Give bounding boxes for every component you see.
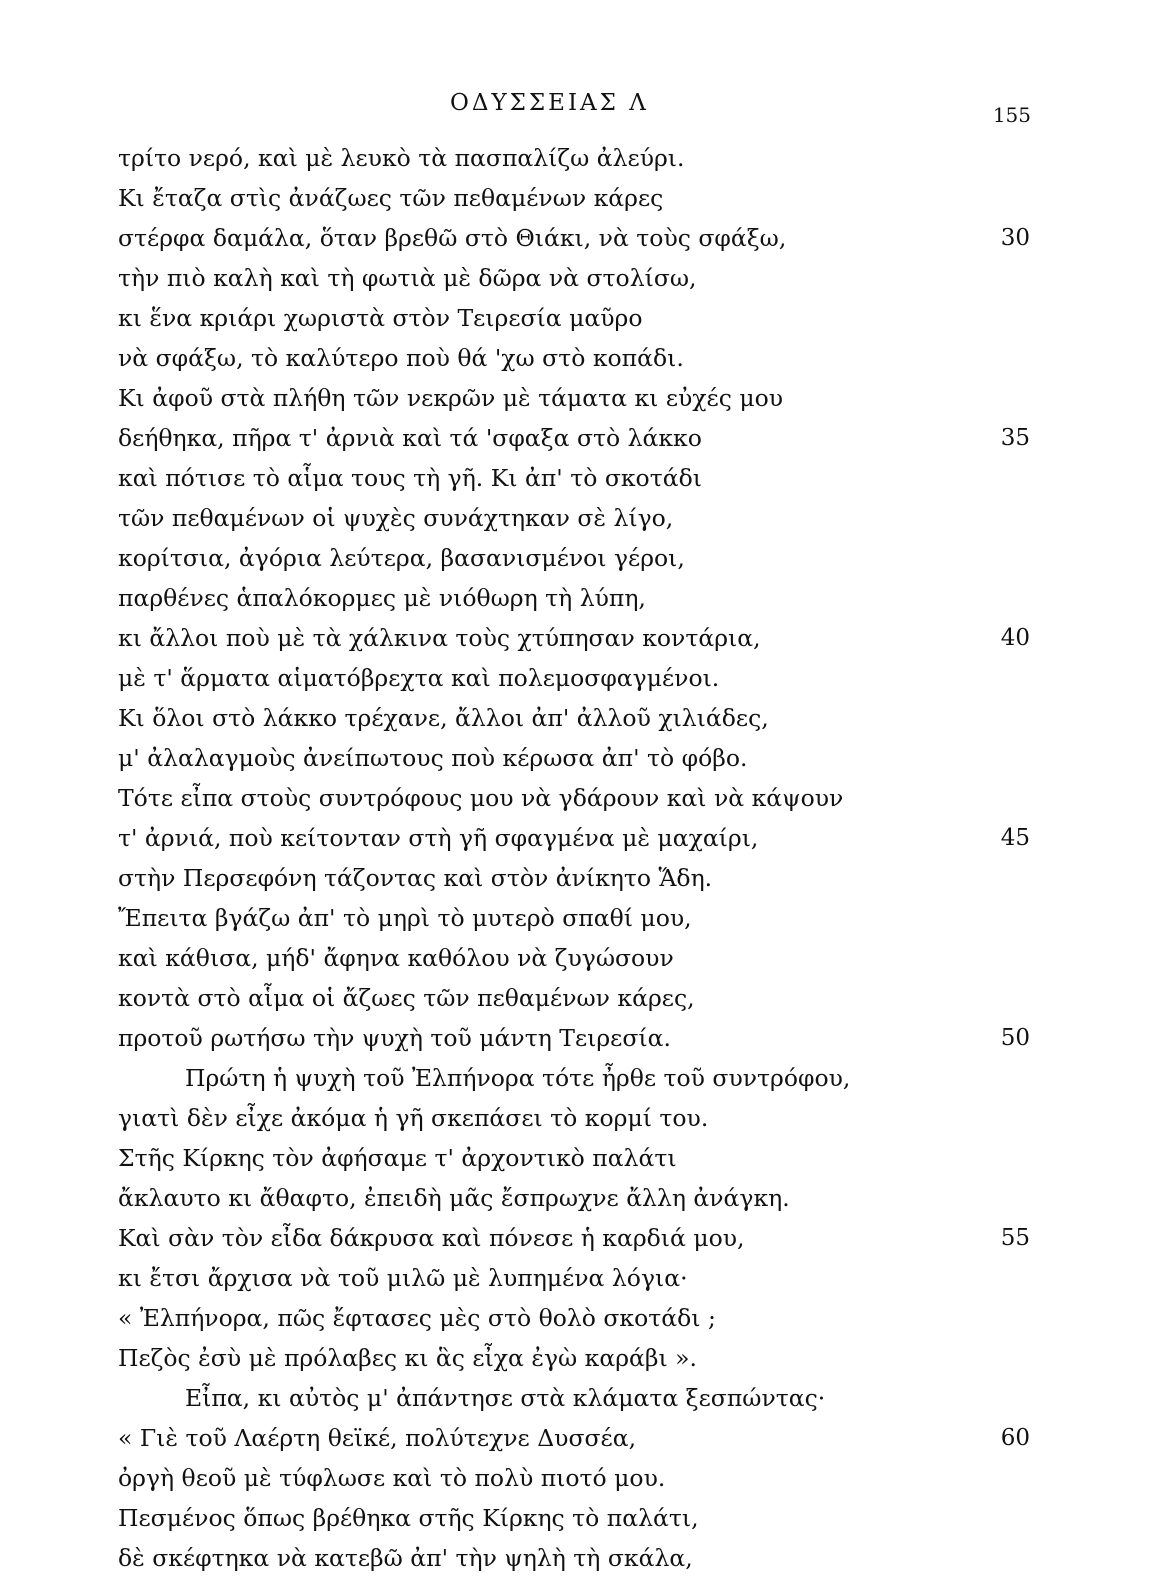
verse-line bbox=[0, 818, 1151, 858]
verse-line bbox=[0, 738, 1151, 778]
verse-line bbox=[0, 498, 1151, 538]
verse-line bbox=[0, 1498, 1151, 1538]
verse-line bbox=[0, 1178, 1151, 1218]
verse-line bbox=[0, 1218, 1151, 1258]
verse-text: στὴν Περσεφόνη τάζοντας καὶ στὸν ἀνίκητο Ἅδη. bbox=[118, 864, 713, 892]
line-number: 60 bbox=[1000, 1425, 1030, 1451]
verse-text: « Γιὲ τοῦ Λαέρτη θεϊκέ, πολύτεχνε Δυσσέα, bbox=[118, 1424, 637, 1452]
verse-text: καὶ κάθισα, μήδ' ἄφηνα καθόλου νὰ ζυγώσουν bbox=[118, 944, 674, 972]
verse-line bbox=[0, 1138, 1151, 1178]
verse-text: Πεσμένος ὅπως βρέθηκα στῆς Κίρκης τὸ παλάτι, bbox=[118, 1504, 699, 1532]
verse-text: Στῆς Κίρκης τὸν ἀφήσαμε τ' ἀρχοντικὸ παλάτι bbox=[118, 1144, 677, 1172]
line-number: 30 bbox=[1000, 225, 1030, 251]
verse-text: κι ἕνα κριάρι χωριστὰ στὸν Τειρεσία μαῦρο bbox=[118, 304, 643, 332]
line-number: 45 bbox=[1000, 825, 1030, 851]
verse-line bbox=[0, 978, 1151, 1018]
verse-text: Κι ἀφοῦ στὰ πλήθη τῶν νεκρῶν μὲ τάματα κι εὐχές μου bbox=[118, 384, 784, 412]
verse-text: προτοῦ ρωτήσω τὴν ψυχὴ τοῦ μάντη Τειρεσία. bbox=[118, 1024, 671, 1052]
verse-line bbox=[0, 1298, 1151, 1338]
verse-line bbox=[0, 218, 1151, 258]
line-number: 55 bbox=[1000, 1225, 1030, 1251]
verse-line bbox=[0, 1458, 1151, 1498]
page-number: 155 bbox=[992, 103, 1031, 127]
verse-line bbox=[0, 858, 1151, 898]
verse-text: τὴν πιὸ καλὴ καὶ τὴ φωτιὰ μὲ δῶρα νὰ στολίσω, bbox=[118, 264, 697, 292]
verse-line bbox=[0, 138, 1151, 178]
verse-text: τῶν πεθαμένων οἱ ψυχὲς συνάχτηκαν σὲ λίγο, bbox=[118, 504, 674, 532]
verse-text: Κι ὅλοι στὸ λάκκο τρέχανε, ἄλλοι ἀπ' ἀλλοῦ χιλιάδες, bbox=[118, 704, 769, 732]
verse-line bbox=[0, 418, 1151, 458]
verse-text: κι ἄλλοι ποὺ μὲ τὰ χάλκινα τοὺς χτύπησαν κοντάρια, bbox=[118, 624, 761, 652]
verse-line bbox=[0, 1018, 1151, 1058]
verse-text: κοντὰ στὸ αἷμα οἱ ἄζωες τῶν πεθαμένων κάρες, bbox=[118, 984, 695, 1012]
verse-text: μὲ τ' ἅρματα αἱματόβρεχτα καὶ πολεμοσφαγμένοι. bbox=[118, 664, 720, 692]
verse-line bbox=[0, 938, 1151, 978]
verse-text: δὲ σκέφτηκα νὰ κατεβῶ ἀπ' τὴν ψηλὴ τὴ σκάλα, bbox=[118, 1544, 693, 1572]
verse-text: Τότε εἶπα στοὺς συντρόφους μου νὰ γδάρουν καὶ νὰ κάψουν bbox=[118, 784, 844, 812]
verse-line bbox=[0, 1258, 1151, 1298]
verse-line bbox=[0, 1538, 1151, 1578]
verse-text: Πρώτη ἡ ψυχὴ τοῦ Ἐλπήνορα τότε ἦρθε τοῦ συντρόφου, bbox=[185, 1064, 851, 1092]
verse-text: στέρφα δαμάλα, ὅταν βρεθῶ στὸ Θιάκι, νὰ τοὺς σφάξω, bbox=[118, 224, 787, 252]
verse-text: Εἶπα, κι αὐτὸς μ' ἀπάντησε στὰ κλάματα ξεσπώντας· bbox=[185, 1384, 826, 1412]
verse-text: κι ἔτσι ἄρχισα νὰ τοῦ μιλῶ μὲ λυπημένα λόγια· bbox=[118, 1264, 688, 1292]
verse-line bbox=[0, 178, 1151, 218]
line-number: 40 bbox=[1000, 625, 1030, 651]
running-head: ΟΔΥΣΣΕΙΑΣ Λ bbox=[450, 90, 649, 116]
verse-line bbox=[0, 258, 1151, 298]
verse-line bbox=[0, 1098, 1151, 1138]
verse-line bbox=[0, 698, 1151, 738]
verse-line bbox=[0, 1418, 1151, 1458]
verse-line bbox=[0, 578, 1151, 618]
verse-line bbox=[0, 338, 1151, 378]
verse-text: ἄκλαυτο κι ἄθαφτο, ἐπειδὴ μᾶς ἔσπρωχνε ἄλλη ἀνάγκη. bbox=[118, 1184, 790, 1212]
verse-text: « Ἐλπήνορα, πῶς ἔφτασες μὲς στὸ θολὸ σκοτάδι ; bbox=[118, 1304, 716, 1332]
verse-text: Πεζὸς ἐσὺ μὲ πρόλαβες κι ἃς εἶχα ἐγὼ καράβι ». bbox=[118, 1344, 697, 1372]
verse-text: καὶ πότισε τὸ αἷμα τους τὴ γῆ. Κι ἀπ' τὸ σκοτάδι bbox=[118, 464, 702, 492]
verse-text: Καὶ σὰν τὸν εἶδα δάκρυσα καὶ πόνεσε ἡ καρδιά μου, bbox=[118, 1224, 745, 1252]
line-number: 50 bbox=[1000, 1025, 1030, 1051]
verse-text: ὀργὴ θεοῦ μὲ τύφλωσε καὶ τὸ πολὺ πιοτό μου. bbox=[118, 1464, 666, 1492]
verse-text: δεήθηκα, πῆρα τ' ἀρνιὰ καὶ τά 'σφαξα στὸ λάκκο bbox=[118, 424, 702, 452]
verse-line bbox=[0, 1338, 1151, 1378]
verse-text: γιατὶ δὲν εἶχε ἀκόμα ἡ γῆ σκεπάσει τὸ κορμί του. bbox=[118, 1104, 709, 1132]
verse-line bbox=[0, 658, 1151, 698]
verse-line bbox=[0, 1378, 1151, 1418]
verse-text: Ἔπειτα βγάζω ἀπ' τὸ μηρὶ τὸ μυτερὸ σπαθί μου, bbox=[118, 904, 692, 932]
verse-text: μ' ἀλαλαγμοὺς ἀνείπωτους ποὺ κέρωσα ἀπ' τὸ φόβο. bbox=[118, 744, 748, 772]
poem-body bbox=[0, 138, 1151, 1578]
verse-text: τρίτο νερό, καὶ μὲ λευκὸ τὰ πασπαλίζω ἀλεύρι. bbox=[118, 144, 685, 172]
verse-line bbox=[0, 538, 1151, 578]
verse-line bbox=[0, 898, 1151, 938]
verse-line bbox=[0, 618, 1151, 658]
verse-line bbox=[0, 298, 1151, 338]
verse-text: Κι ἔταζα στὶς ἀνάζωες τῶν πεθαμένων κάρες bbox=[118, 184, 664, 212]
verse-text: νὰ σφάξω, τὸ καλύτερο ποὺ θά 'χω στὸ κοπάδι. bbox=[118, 344, 684, 372]
line-number: 35 bbox=[1000, 425, 1030, 451]
verse-line bbox=[0, 778, 1151, 818]
verse-text: τ' ἀρνιά, ποὺ κείτονταν στὴ γῆ σφαγμένα μὲ μαχαίρι, bbox=[118, 824, 759, 852]
verse-text: παρθένες ἁπαλόκορμες μὲ νιόθωρη τὴ λύπη, bbox=[118, 584, 646, 612]
verse-text: κορίτσια, ἀγόρια λεύτερα, βασανισμένοι γέροι, bbox=[118, 544, 685, 572]
verse-line bbox=[0, 378, 1151, 418]
verse-line bbox=[0, 1058, 1151, 1098]
verse-line bbox=[0, 458, 1151, 498]
